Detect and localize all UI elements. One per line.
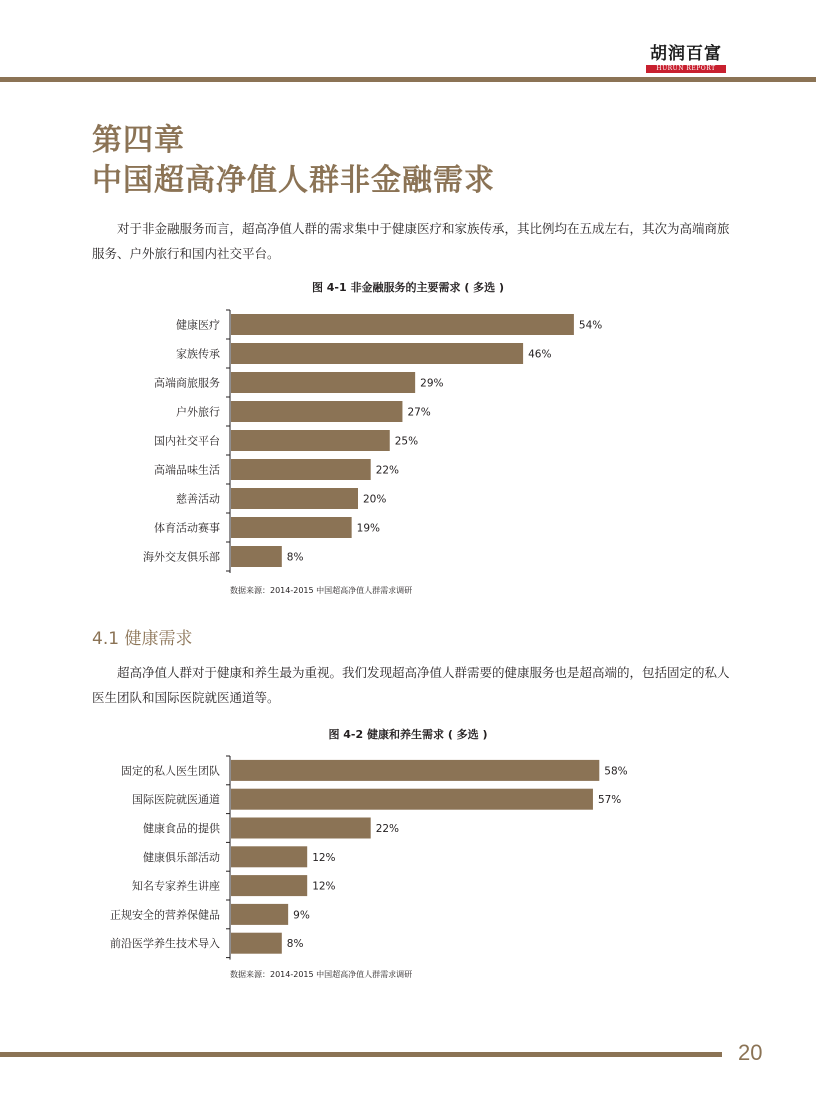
bar [231,818,371,839]
figure-2-chart [0,750,816,960]
value-label: 25% [394,435,419,448]
category-label: 正规安全的营养保健品 [110,908,220,922]
bar [231,904,288,925]
bottom-rule [0,1052,722,1057]
bar [231,846,307,867]
category-label: 慈善活动 [176,492,220,506]
value-label: 27% [407,406,431,419]
chapter-title: 中国超高净值人群非金融需求 [92,163,495,198]
value-label: 29% [420,377,444,390]
value-label: 9% [293,909,310,922]
logo-chinese: 胡润百富 [650,44,722,64]
figure-1-source: 数据来源：2014-2015 中国超高净值人群需求调研 [230,586,413,595]
category-label: 高端商旅服务 [154,376,220,390]
bar [231,760,599,781]
value-label: 12% [312,851,336,864]
figure-1-title: 图 4-1 非金融服务的主要需求 ( 多选 ) [311,281,505,294]
category-label: 健康俱乐部活动 [143,850,220,864]
category-label: 前沿医学养生技术导入 [110,937,220,951]
category-label: 健康医疗 [176,318,220,332]
value-label: 19% [356,522,380,535]
logo-english: HURUN REPORT [646,65,726,73]
category-label: 户外旅行 [176,405,220,419]
bar [231,314,574,335]
value-label: 54% [578,319,603,332]
bar [231,343,523,364]
section-title: 4.1 健康需求 [92,629,193,649]
value-label: 46% [528,348,552,361]
bar [231,933,282,954]
intro-paragraph: 对于非金融服务而言，超高净值人群的需求集中于健康医疗和家族传承，其比例均在五成左右，其次为高端商旅服务、户外旅行和国内社交平台。 [92,221,730,261]
bar [231,401,402,422]
bar [231,372,415,393]
bar [231,875,307,896]
chapter-number: 第四章 [92,123,185,158]
figure-2-source: 数据来源：2014-2015 中国超高净值人群需求调研 [230,970,413,979]
top-rule [0,77,816,82]
figure-2-title: 图 4-2 健康和养生需求 ( 多选 ) [328,728,488,741]
bar [231,459,371,480]
value-label: 8% [286,551,304,564]
category-label: 家族传承 [176,347,220,361]
bar [231,546,282,567]
bar [231,789,593,810]
bar [231,517,352,538]
category-label: 体育活动赛事 [154,521,220,535]
section-paragraph: 超高净值人群对于健康和养生最为重视。我们发现超高净值人群需要的健康服务也是超高端的，包括固定的私人医生团队和国际医院就医通道等。 [92,665,730,705]
value-label: 22% [375,823,400,835]
category-label: 知名专家养生讲座 [132,879,220,893]
category-label: 国内社交平台 [154,434,220,448]
category-label: 健康食品的提供 [143,822,220,835]
value-label: 8% [286,938,304,951]
figure-1-chart [0,305,816,575]
value-label: 20% [363,493,387,506]
bar [231,430,390,451]
page-number: 20 [738,1040,763,1065]
category-label: 国际医院就医通道 [132,793,220,807]
hurun-logo [646,45,726,73]
category-label: 高端品味生活 [154,463,220,477]
value-label: 12% [312,880,336,893]
category-label: 固定的私人医生团队 [121,764,220,778]
value-label: 22% [375,464,400,477]
category-label: 海外交友俱乐部 [143,550,220,564]
value-label: 58% [604,765,628,778]
value-label: 57% [597,794,622,807]
bar [231,488,358,509]
